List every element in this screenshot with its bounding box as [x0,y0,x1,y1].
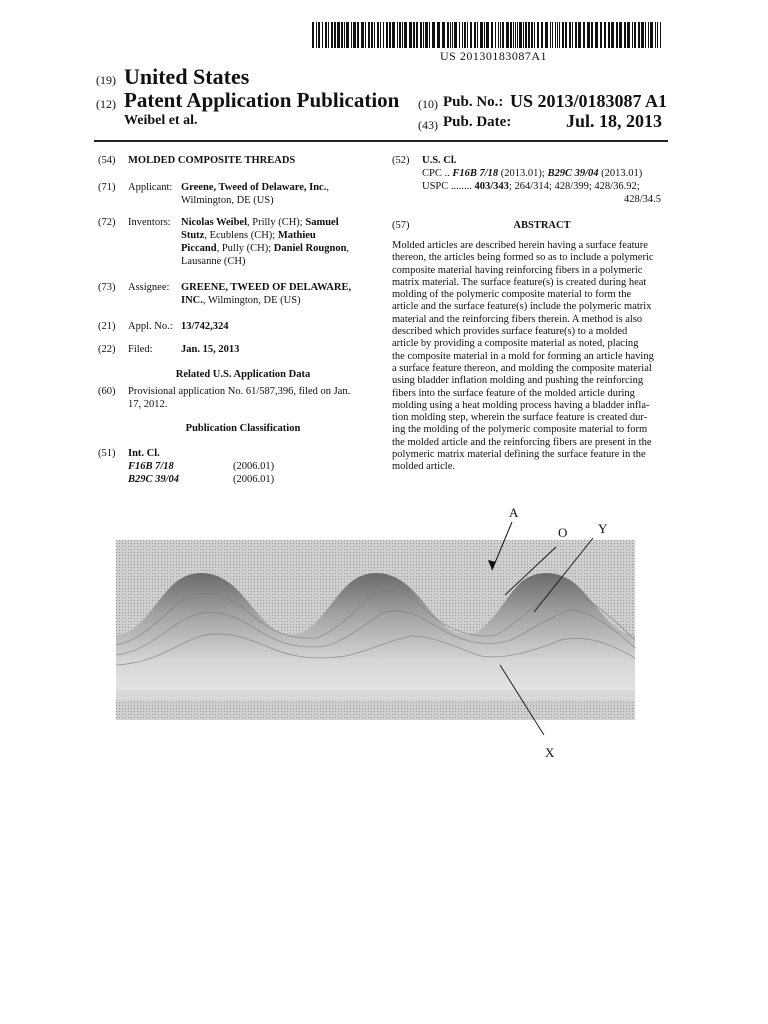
cpc-class-2: B29C 39/04 [547,168,599,179]
inventor-1: Nicolas Weibel [181,217,248,228]
pub-date-label: Pub. Date: [443,114,512,130]
filed-label: Filed: [128,344,153,355]
inventor-4-comma: , [346,243,350,254]
abstract-line: thereon, the articles being formed so as to include a polymeric [392,252,654,264]
uspc-main: 403/343 [474,181,509,192]
inventor-4-location: Lausanne (CH) [181,256,246,267]
pub-date: Jul. 18, 2013 [566,111,663,131]
figure-label-o: O [558,525,568,540]
country-title: United States [124,64,250,89]
inventor-2-loc: , Ecublens (CH); [204,230,276,241]
abstract-line: fibers into the surface feature of the molded article during [392,387,635,399]
cpc-class-1: F16B 7/18 [452,168,499,179]
invention-title: MOLDED COMPOSITE THREADS [128,155,296,166]
inventor-3-first: Mathieu [277,230,316,241]
applicant-location: Wilmington, DE (US) [181,195,274,206]
abstract-line: molding using a heat molding process having a bladder infla- [392,399,650,411]
inventor-2-last: Stutz [181,230,205,241]
applicant-name-rest: , [326,182,329,193]
inventor-short: Weibel et al. [124,113,198,128]
abstract-line: material and the reinforcing fibers therein. A method is also [392,313,643,325]
provisional-line-2: 17, 2012. [128,399,168,410]
inventor-2-first: Samuel [305,217,339,228]
code-73: (73) [98,282,116,293]
inventor-3-last: Piccand [181,243,217,254]
pub-class-heading: Publication Classification [185,423,301,434]
provisional-line-1: Provisional application No. 61/587,396, filed on Jan. [128,386,351,397]
uspc-label: USPC ........ [422,181,472,192]
abstract-line: article and the surface feature(s) include the polymeric matrix [392,301,652,313]
abstract-line: described which provides surface feature(s) to a molded [392,326,628,338]
assignee-name-2: INC. [181,295,203,306]
abstract-line: Molded articles are described herein having a surface feature [392,240,648,251]
cpc-class-1-date: (2013.01); [498,168,545,179]
code-19: (19) [96,73,116,87]
abstract-line: using bladder inflation molding and pushing the reinforcing [392,375,644,387]
publication-type: Patent Application Publication [124,88,400,112]
code-54: (54) [98,155,116,166]
cpc-class-2-date: (2013.01) [598,168,643,179]
barcode-number: US 20130183087A1 [440,49,548,63]
code-72: (72) [98,217,116,228]
assignee-location: , Wilmington, DE (US) [202,295,301,306]
int-cl-2: B29C 39/04 [128,474,180,485]
pub-no-label: Pub. No.: [443,94,504,110]
abstract-line: a surface feature thereon, and molding the composite material [392,362,652,374]
assignee-name: GREENE, TWEED OF DELAWARE, [181,282,352,293]
applicant-label: Applicant: [128,182,173,193]
abstract-line: polymeric matrix material defining the surface feature in the [392,449,646,461]
applicant-name-text: Greene, Tweed of Delaware, Inc. [181,182,327,193]
code-21: (21) [98,321,116,332]
appl-no-label: Appl. No.: [128,321,173,332]
inventor-1-loc: , Prilly (CH); [247,217,303,228]
code-22: (22) [98,344,116,355]
inventor-3-loc: , Pully (CH); [216,243,272,254]
abstract-line: the composite material in a mold for forming an article having [392,350,654,362]
abstract-line: matrix material. The surface feature(s) is created during heat [392,276,647,288]
int-cl-1: F16B 7/18 [128,461,174,472]
abstract-line: article by providing a composite material as noted, placing [392,338,639,350]
abstract-heading: ABSTRACT [513,220,571,231]
abstract-line: tion molding step, wherein the surface feature is created dur- [392,412,648,424]
code-12: (12) [96,97,116,111]
pub-no: US 2013/0183087 A1 [510,91,668,111]
uspc-rest: ; 264/314; 428/399; 428/36.92; [508,181,640,192]
figure-label-a: A [509,505,519,520]
assignee-label: Assignee: [128,282,170,293]
code-52: (52) [392,155,410,166]
figure-label-y: Y [598,521,608,536]
uspc-last: 428/34.5 [623,194,661,205]
code-43: (43) [418,118,438,132]
related-heading: Related U.S. Application Data [175,369,311,380]
int-cl-1-date: (2006.01) [233,461,275,472]
code-10: (10) [418,97,438,111]
code-60: (60) [98,386,116,397]
abstract-line: ing the molding of the polymeric composite material to form [392,424,648,436]
code-71: (71) [98,182,116,193]
us-cl-label: U.S. Cl. [422,155,457,166]
int-cl-2-date: (2006.01) [233,474,275,485]
cpc-label: CPC .. [422,168,450,179]
appl-no: 13/742,324 [181,321,229,332]
inventors-label: Inventors: [128,217,171,228]
int-cl-label: Int. Cl. [128,448,160,459]
abstract-line: composite material having reinforcing fibers in a polymeric [392,264,643,276]
filed-date: Jan. 15, 2013 [181,344,240,355]
abstract-line: molding of the polymeric composite material to form the [392,289,632,301]
code-51: (51) [98,448,116,459]
abstract-line: the molded article and the reinforcing fibers are present in the [392,436,652,448]
inventor-4: Daniel Rougnon [273,243,347,254]
figure-label-x: X [545,745,555,760]
code-57: (57) [392,220,410,231]
abstract-line: molded article. [392,461,455,473]
